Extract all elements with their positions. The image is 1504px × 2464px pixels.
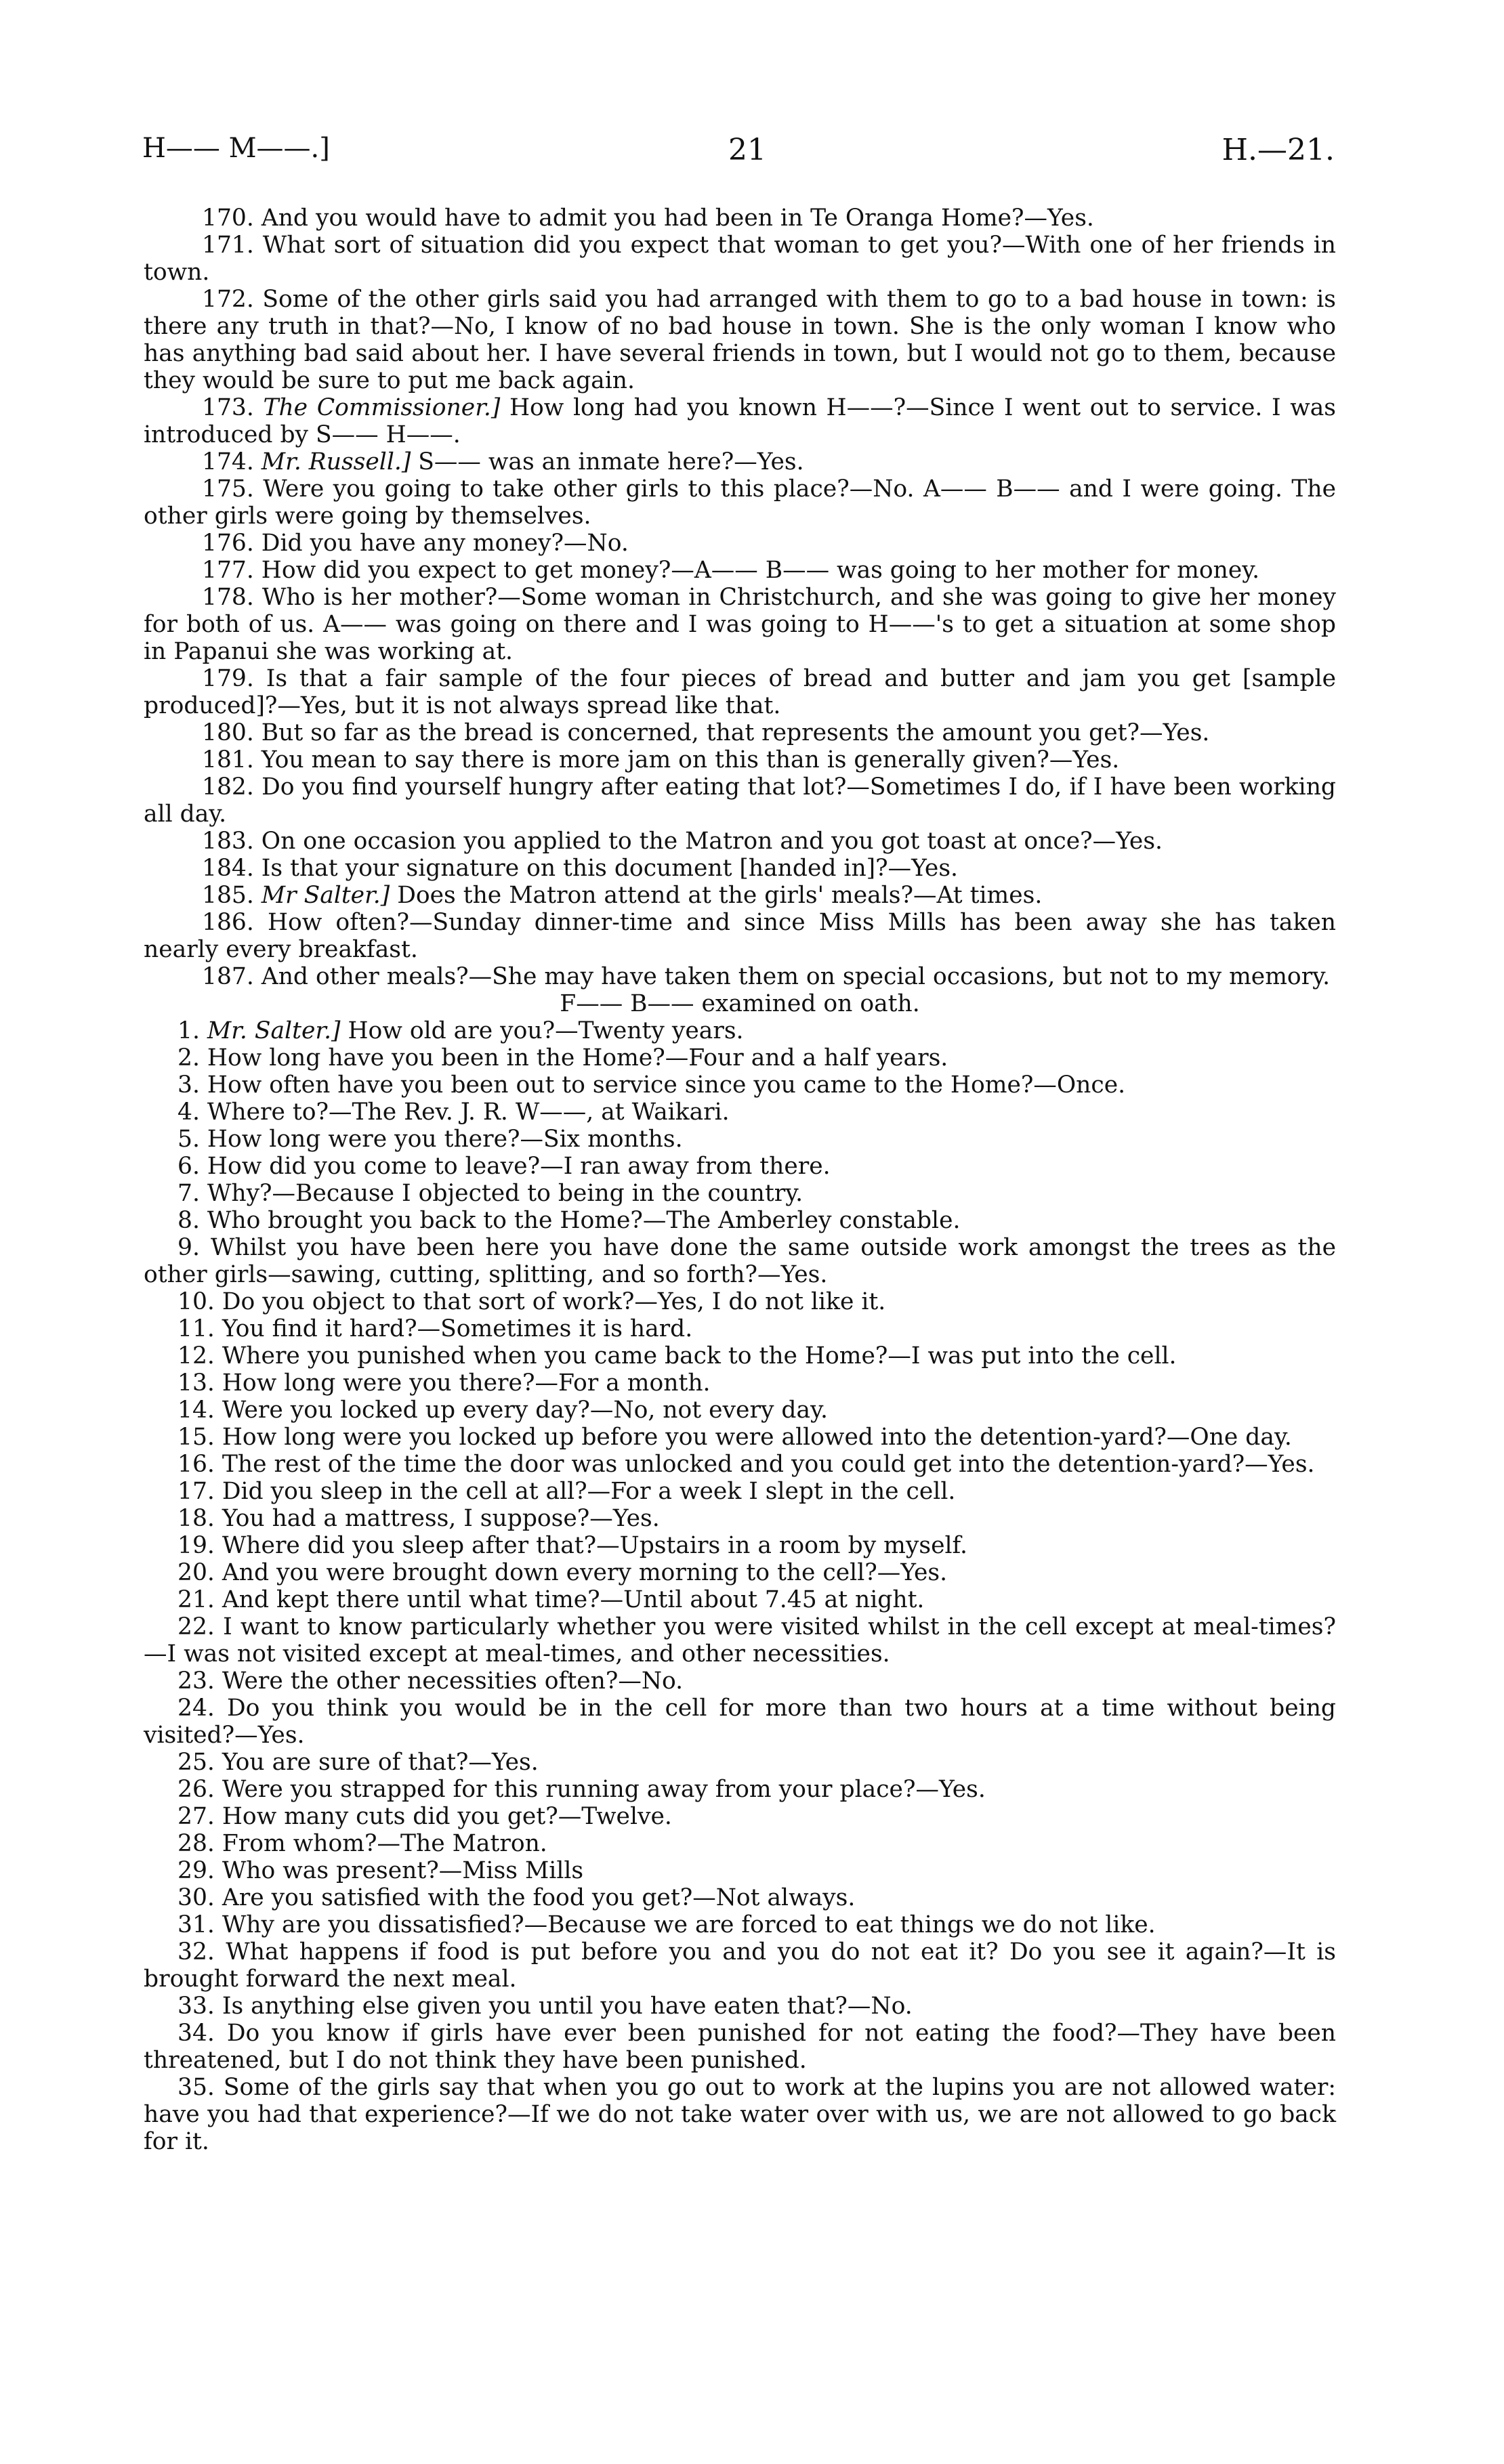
question-number: 175. xyxy=(202,475,254,503)
question-number: 6. xyxy=(177,1153,200,1180)
question-paragraph xyxy=(144,1342,1336,1369)
question-number: 33. xyxy=(177,1993,215,2020)
speaker-label: Mr. Russell.] xyxy=(261,448,411,475)
question-number: 22. xyxy=(177,1613,215,1640)
question-text: Do you think you would be in the cell for more than two hours at a time without being visited?—Yes. xyxy=(144,1695,1336,1749)
question-number: 26. xyxy=(177,1776,215,1803)
question-paragraph xyxy=(144,1668,1336,1695)
question-number: 176. xyxy=(202,530,254,557)
question-text: Where you punished when you came back to the Home?—I was put into the cell. xyxy=(222,1342,1177,1369)
question-paragraph xyxy=(144,1099,1336,1126)
question-number: 34. xyxy=(177,2020,215,2047)
question-number: 170. xyxy=(202,205,254,232)
question-number: 181. xyxy=(202,746,254,773)
question-text: Do you know if girls have ever been punished for not eating the food?—They have been threatened, but I do not think they have been punished. xyxy=(144,2020,1337,2074)
question-paragraph xyxy=(144,746,1336,773)
question-text: What happens if food is put before you and you do not eat it? Do you see it again?—It is brought forward the next meal. xyxy=(144,1938,1337,1993)
question-text: How many cuts did you get?—Twelve. xyxy=(222,1803,672,1830)
question-number: 13. xyxy=(177,1369,215,1397)
question-paragraph xyxy=(144,1071,1336,1099)
question-paragraph xyxy=(144,1505,1336,1532)
section-title: F—— B—— examined on oath. xyxy=(560,990,920,1017)
question-number: 35. xyxy=(177,2074,215,2101)
question-paragraph xyxy=(144,557,1336,584)
question-paragraph xyxy=(144,1884,1336,1911)
question-paragraph xyxy=(144,2074,1336,2155)
question-paragraph xyxy=(144,286,1336,394)
question-text: But so far as the bread is concerned, that represents the amount you get?—Yes. xyxy=(261,719,1210,746)
question-paragraph xyxy=(144,1207,1336,1234)
question-number: 31. xyxy=(177,1911,215,1938)
question-number: 178. xyxy=(202,584,254,611)
question-paragraph xyxy=(144,1288,1336,1315)
question-paragraph xyxy=(144,1532,1336,1559)
question-paragraph xyxy=(144,1559,1336,1586)
question-paragraph xyxy=(144,1478,1336,1505)
question-text: Is that your signature on this document [handed in]?—Yes. xyxy=(261,855,959,882)
question-number: 7. xyxy=(177,1180,200,1207)
question-paragraph xyxy=(144,1586,1336,1613)
question-text: And you were brought down every morning to the cell?—Yes. xyxy=(222,1559,948,1586)
question-paragraph xyxy=(144,1857,1336,1884)
question-number: 29. xyxy=(177,1857,215,1884)
question-number: 184. xyxy=(202,855,254,882)
question-text: S—— was an inmate here?—Yes. xyxy=(418,448,804,475)
question-paragraph xyxy=(144,719,1336,746)
question-number: 1. xyxy=(177,1017,200,1044)
question-text: From whom?—The Matron. xyxy=(222,1830,547,1857)
question-paragraph xyxy=(144,1695,1336,1749)
document-body xyxy=(144,205,1336,2155)
header-left: H—— M——.] xyxy=(142,133,330,164)
question-number: 8. xyxy=(177,1207,200,1234)
question-paragraph xyxy=(144,1993,1336,2020)
question-number: 2. xyxy=(177,1044,200,1071)
question-number: 3. xyxy=(177,1071,200,1099)
question-text: Who brought you back to the Home?—The Amberley constable. xyxy=(207,1207,961,1234)
question-paragraph xyxy=(144,665,1336,719)
question-paragraph xyxy=(144,530,1336,557)
question-paragraph xyxy=(144,1424,1336,1451)
question-text: You are sure of that?—Yes. xyxy=(222,1749,539,1776)
question-text: Is that a fair sample of the four pieces of bread and butter and jam you get [sample produced]?—Yes, but it is not always spread like that. xyxy=(144,665,1336,719)
question-paragraph xyxy=(144,1126,1336,1153)
question-text: Is anything else given you until you have eaten that?—No. xyxy=(222,1993,913,2020)
question-number: 172. xyxy=(202,286,254,313)
question-paragraph xyxy=(144,828,1336,855)
question-text: How often have you been out to service since you came to the Home?—Once. xyxy=(207,1071,1126,1099)
question-number: 28. xyxy=(177,1830,215,1857)
question-text: And other meals?—She may have taken them on special occasions, but not to my memory. xyxy=(261,963,1331,990)
question-number: 20. xyxy=(177,1559,215,1586)
question-paragraph xyxy=(144,448,1336,475)
question-text: Why are you dissatisfied?—Because we are forced to eat things we do not like. xyxy=(222,1911,1156,1938)
question-paragraph xyxy=(144,1938,1336,1993)
question-number: 24. xyxy=(177,1695,215,1722)
question-paragraph xyxy=(144,475,1336,530)
question-paragraph xyxy=(144,1044,1336,1071)
question-text: Does the Matron attend at the girls' meals?—At times. xyxy=(397,882,1043,909)
question-number: 11. xyxy=(177,1315,215,1342)
question-text: The rest of the time the door was unlocked and you could get into the detention-yard?—Yes. xyxy=(222,1451,1315,1478)
question-paragraph xyxy=(144,882,1336,909)
question-text: Were the other necessities often?—No. xyxy=(222,1668,684,1695)
question-text: Do you object to that sort of work?—Yes, I do not like it. xyxy=(222,1288,886,1315)
speaker-label: Mr Salter.] xyxy=(261,882,390,909)
question-text: Do you find yourself hungry after eating that lot?—Sometimes I do, if I have been working all day. xyxy=(144,773,1337,828)
question-text: Did you sleep in the cell at all?—For a week I slept in the cell. xyxy=(222,1478,956,1505)
question-text: How did you expect to get money?—A—— B—— was going to her mother for money. xyxy=(261,557,1260,584)
page-number: 21 xyxy=(728,133,766,167)
question-paragraph xyxy=(144,1830,1336,1857)
question-text: Why?—Because I objected to being in the country. xyxy=(207,1180,803,1207)
question-text: Were you locked up every day?—No, not every day. xyxy=(222,1397,828,1424)
question-text: Are you satisfied with the food you get?—Not always. xyxy=(222,1884,856,1911)
question-number: 183. xyxy=(202,828,254,855)
question-paragraph xyxy=(144,1369,1336,1397)
speaker-label: Mr. Salter.] xyxy=(207,1017,341,1044)
question-text: You mean to say there is more jam on this than is generally given?—Yes. xyxy=(261,746,1120,773)
question-number: 16. xyxy=(177,1451,215,1478)
question-text: Where to?—The Rev. J. R. W——, at Waikari. xyxy=(207,1099,730,1126)
question-text: Whilst you have been here you have done the same outside work amongst the trees as the other girls—sawing, cutting, splitting, and so forth?—Yes. xyxy=(144,1234,1336,1288)
question-text: How long have you been in the Home?—Four and a half years. xyxy=(207,1044,948,1071)
question-text: What sort of situation did you expect that woman to get you?—With one of her friends in town. xyxy=(144,232,1336,286)
speaker-label: The Commissioner.] xyxy=(263,394,501,421)
question-number: 5. xyxy=(177,1126,200,1153)
question-paragraph xyxy=(144,1803,1336,1830)
question-number: 185. xyxy=(202,882,254,909)
question-paragraph xyxy=(144,205,1336,232)
question-number: 17. xyxy=(177,1478,215,1505)
question-paragraph xyxy=(144,1911,1336,1938)
header-right: H.—21. xyxy=(1221,133,1335,167)
question-paragraph xyxy=(144,1451,1336,1478)
question-text: Did you have any money?—No. xyxy=(261,530,629,557)
question-paragraph xyxy=(144,394,1336,448)
question-number: 9. xyxy=(177,1234,200,1261)
question-text: You had a mattress, I suppose?—Yes. xyxy=(222,1505,660,1532)
question-text: Who is her mother?—Some woman in Christchurch, and she was going to give her money for both of us. A—— was going on there and I was going to H——'s to get a situation at some shop in Papanui she was working at. xyxy=(144,584,1336,665)
question-number: 21. xyxy=(177,1586,215,1613)
question-number: 19. xyxy=(177,1532,215,1559)
question-paragraph xyxy=(144,773,1336,828)
question-text: Some of the other girls said you had arranged with them to go to a bad house in town: is there any truth in that?—No, I know of no bad house in town. She is the only woman I know who has anything bad said about her. I have several friends in town, but I would not go to them, because they would be sure to put me back again. xyxy=(144,286,1336,394)
question-paragraph xyxy=(144,963,1336,990)
question-text: How long had you known H——?—Since I went out to service. I was introduced by S—— H——. xyxy=(144,394,1336,448)
question-number: 23. xyxy=(177,1668,215,1695)
question-text: How often?—Sunday dinner-time and since Miss Mills has been away she has taken nearly every breakfast. xyxy=(144,909,1337,963)
question-number: 173. xyxy=(202,394,254,421)
question-text: And you would have to admit you had been in Te Oranga Home?—Yes. xyxy=(261,205,1094,232)
question-text: How long were you locked up before you were allowed into the detention-yard?—One day. xyxy=(222,1424,1292,1451)
question-number: 32. xyxy=(177,1938,215,1966)
question-number: 180. xyxy=(202,719,254,746)
question-number: 182. xyxy=(202,773,254,801)
question-number: 4. xyxy=(177,1099,200,1126)
question-text: Where did you sleep after that?—Upstairs in a room by myself. xyxy=(222,1532,968,1559)
question-paragraph xyxy=(144,1315,1336,1342)
question-number: 179. xyxy=(202,665,254,692)
question-text: On one occasion you applied to the Matron and you got toast at once?—Yes. xyxy=(261,828,1163,855)
question-number: 10. xyxy=(177,1288,215,1315)
question-text: Who was present?—Miss Mills xyxy=(222,1857,584,1884)
question-number: 174. xyxy=(202,448,254,475)
question-number: 30. xyxy=(177,1884,215,1911)
question-text: You find it hard?—Sometimes it is hard. xyxy=(222,1315,693,1342)
question-paragraph xyxy=(144,1776,1336,1803)
question-text: Were you strapped for this running away from your place?—Yes. xyxy=(222,1776,986,1803)
question-number: 12. xyxy=(177,1342,215,1369)
question-text: I want to know particularly whether you were visited whilst in the cell except at meal-times?—I was not visited except at meal-times, and other necessities. xyxy=(144,1613,1337,1668)
question-number: 177. xyxy=(202,557,254,584)
question-text: How long were you there?—For a month. xyxy=(222,1369,711,1397)
question-text: How did you come to leave?—I ran away from there. xyxy=(207,1153,831,1180)
question-number: 15. xyxy=(177,1424,215,1451)
question-paragraph xyxy=(144,1180,1336,1207)
question-text: And kept there until what time?—Until about 7.45 at night. xyxy=(222,1586,925,1613)
question-paragraph xyxy=(144,1017,1336,1044)
question-number: 27. xyxy=(177,1803,215,1830)
question-text: Were you going to take other girls to this place?—No. A—— B—— and I were going. The other girls were going by themselves. xyxy=(144,475,1336,530)
question-paragraph xyxy=(144,1234,1336,1288)
question-paragraph xyxy=(144,909,1336,963)
question-paragraph xyxy=(144,1397,1336,1424)
question-number: 14. xyxy=(177,1397,215,1424)
question-paragraph xyxy=(144,1153,1336,1180)
question-paragraph xyxy=(144,855,1336,882)
question-number: 186. xyxy=(202,909,254,936)
question-text: How old are you?—Twenty years. xyxy=(348,1017,744,1044)
question-paragraph xyxy=(144,1613,1336,1668)
testimony-section-1 xyxy=(144,205,1336,990)
question-number: 25. xyxy=(177,1749,215,1776)
testimony-section-2 xyxy=(144,1017,1336,2155)
question-paragraph xyxy=(144,1749,1336,1776)
question-number: 18. xyxy=(177,1505,215,1532)
question-number: 171. xyxy=(202,232,254,259)
question-text: How long were you there?—Six months. xyxy=(207,1126,683,1153)
question-paragraph xyxy=(144,232,1336,286)
question-number: 187. xyxy=(202,963,254,990)
question-paragraph xyxy=(144,584,1336,665)
question-text: Some of the girls say that when you go out to work at the lupins you are not allowed water: have you had that experience?—If we do not take water over with us, we are not allowed to go back for it. xyxy=(144,2074,1337,2155)
question-paragraph xyxy=(144,2020,1336,2074)
